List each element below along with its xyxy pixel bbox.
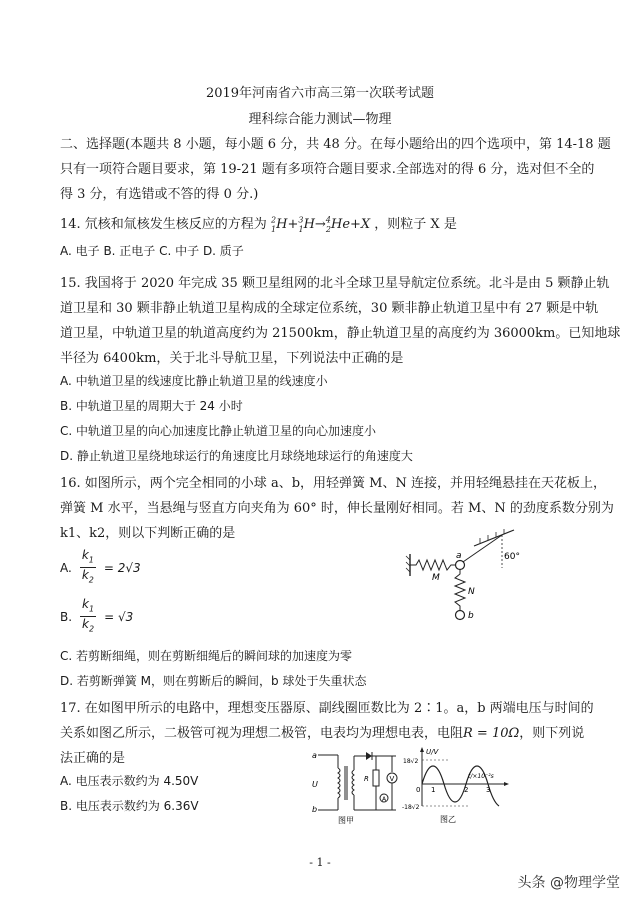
- frac-num: k: [82, 597, 89, 611]
- q16-option-b-value: = √3: [104, 609, 134, 624]
- q17-fig2-t1: 1: [431, 786, 436, 794]
- q16-option-b-fraction: [80, 597, 96, 637]
- q16-option-c: C. 若剪断细绳，则在剪断细绳后的瞬间球的加速度为零: [60, 649, 353, 663]
- q17-fig2-xlabel: t/×10⁻²s: [468, 773, 494, 780]
- q16-option-a-label: A.: [60, 560, 72, 575]
- exam-title: 2019年河南省六市高三第一次联考试题: [205, 86, 435, 101]
- q14-text-before: 14. 氘核和氚核发生核反应的方程为: [60, 217, 267, 232]
- ammeter-icon: A: [382, 796, 387, 803]
- frac-den: k: [81, 568, 89, 583]
- page-number: - 1 -: [309, 856, 331, 869]
- frac-num: k: [81, 548, 89, 562]
- q16-fig-angle: 60°: [504, 552, 520, 562]
- q15-option-b: B. 中轨道卫星的周期大于 24 小时: [60, 399, 243, 413]
- q16-line-2: 弹簧 M 水平，当悬绳与竖直方向夹角为 60° 时，伸长量刚好相同。若 M、N 的劲度系数分别为: [60, 501, 614, 516]
- q17-fig1-label-a: a: [312, 751, 317, 760]
- q17-fig2-t3: 3: [486, 786, 491, 794]
- q17-resistance: R = 10Ω: [463, 726, 520, 741]
- q16-spring-figure: [404, 528, 524, 628]
- q17-fig2-ybot: -18√2: [402, 804, 420, 811]
- q17-waveform-figure: [402, 746, 512, 826]
- q16-option-b-label: B.: [60, 609, 73, 624]
- q17-option-a: A. 电压表示数约为 4.50V: [60, 774, 199, 788]
- q16-fig-label-n: N: [468, 587, 475, 597]
- q15-line-4: 半径为 6400km，关于北斗导航卫星，下列说法中正确的是: [60, 351, 404, 366]
- q17-line-2-text: 关系如图乙所示，二极管可视为理想二极管，电表均为理想电表，电阻: [60, 726, 464, 741]
- q15-line-1: 15. 我国将于 2020 年完成 35 颗卫星组网的北斗全球卫星导航定位系统。北斗是由 5 颗静止轨: [60, 276, 610, 291]
- q15-line-3: 道卫星，中轨道卫星的轨道高度约为 21500km，静止轨道卫星的高度约为 36000km。已知地球: [60, 326, 621, 341]
- q16-option-a-value: = 2√3: [103, 560, 141, 575]
- q15-option-d: D. 静止轨道卫星绕地球运行的角速度比月球绕地球运行的角速度大: [60, 449, 413, 463]
- q17-fig2-caption: 图乙: [440, 815, 456, 824]
- q14-stem: [60, 213, 457, 234]
- q16-option-b: [60, 597, 133, 637]
- q17-fig1-label-b: b: [312, 805, 318, 814]
- frac-num-sub: 1: [88, 555, 94, 565]
- q14-options: A. 电子 B. 正电子 C. 中子 D. 质子: [60, 244, 244, 258]
- q16-option-a-fraction: [80, 548, 96, 588]
- q15-option-a: A. 中轨道卫星的线速度比静止轨道卫星的线速度小: [60, 374, 328, 388]
- frac-den-sub: 2: [89, 624, 95, 634]
- q17-fig2-ytop: 18√2: [403, 758, 419, 765]
- voltmeter-icon: V: [389, 775, 395, 783]
- q16-line-1: 16. 如图所示，两个完全相同的小球 a、b，用轻弹簧 M、N 连接，并用轻绳悬挂在天花板上，: [60, 476, 606, 491]
- q16-fig-label-b: b: [468, 611, 474, 621]
- q16-fig-label-m: M: [432, 573, 440, 583]
- q17-fig2-t2: 2: [464, 786, 469, 794]
- frac-den-sub: 2: [88, 575, 94, 585]
- q16-option-a: [60, 548, 141, 588]
- q15-option-c: C. 中轨道卫星的向心加速度比静止轨道卫星的向心加速度小: [60, 424, 377, 438]
- q17-fig1-caption: 图甲: [338, 816, 354, 825]
- q17-fig2-ylabel: U/V: [426, 748, 439, 756]
- q17-line-1: 17. 在如图甲所示的电路中，理想变压器原、副线圈匝数比为 2∶1。a，b 两端电压与时间的: [60, 701, 594, 716]
- q17-line-2-end: ，则下列说: [519, 726, 585, 741]
- frac-num-sub: 1: [89, 604, 95, 614]
- q14-text-after: ，则粒子 X 是: [374, 217, 457, 232]
- q16-line-3: k1、k2，则以下判断正确的是: [60, 526, 236, 541]
- section-intro-line-2: 只有一项符合题目要求，第 19-21 题有多项符合题目要求.全部选对的得 6 分，选对但不全的: [60, 162, 595, 177]
- q17-line-2: [60, 722, 584, 741]
- q14-equation: $^2_1$H+$^3_1$H→$^4_2$He+X: [270, 215, 375, 234]
- q17-option-b: B. 电压表示数约为 6.36V: [60, 799, 199, 813]
- q17-line-3: 法正确的是: [60, 751, 126, 766]
- q17-fig2-origin: 0: [416, 786, 421, 794]
- q16-fig-label-a: a: [456, 551, 462, 561]
- q15-line-2: 道卫星和 30 颗非静止轨道卫星构成的全球定位系统，30 颗非静止轨道卫星中有 27 颗是中轨: [60, 301, 599, 316]
- q16-option-d: D. 若剪断弹簧 M，则在剪断后的瞬间，b 球处于失重状态: [60, 674, 367, 688]
- section-intro-line-1: 二、选择题(本题共 8 小题，每小题 6 分，共 48 分。在每小题给出的四个选项中，第 14-18 题: [60, 137, 611, 152]
- frac-den: k: [82, 617, 89, 632]
- q17-fig1-label-u: U: [312, 780, 318, 789]
- exam-subtitle: 理科综合能力测试—物理: [248, 112, 392, 127]
- q17-fig1-label-r: R: [364, 775, 369, 783]
- section-intro-line-3: 得 3 分，有选错或不答的得 0 分.): [60, 187, 259, 202]
- watermark: 头条 @物理学堂: [517, 875, 620, 891]
- q17-circuit-figure: [308, 748, 400, 826]
